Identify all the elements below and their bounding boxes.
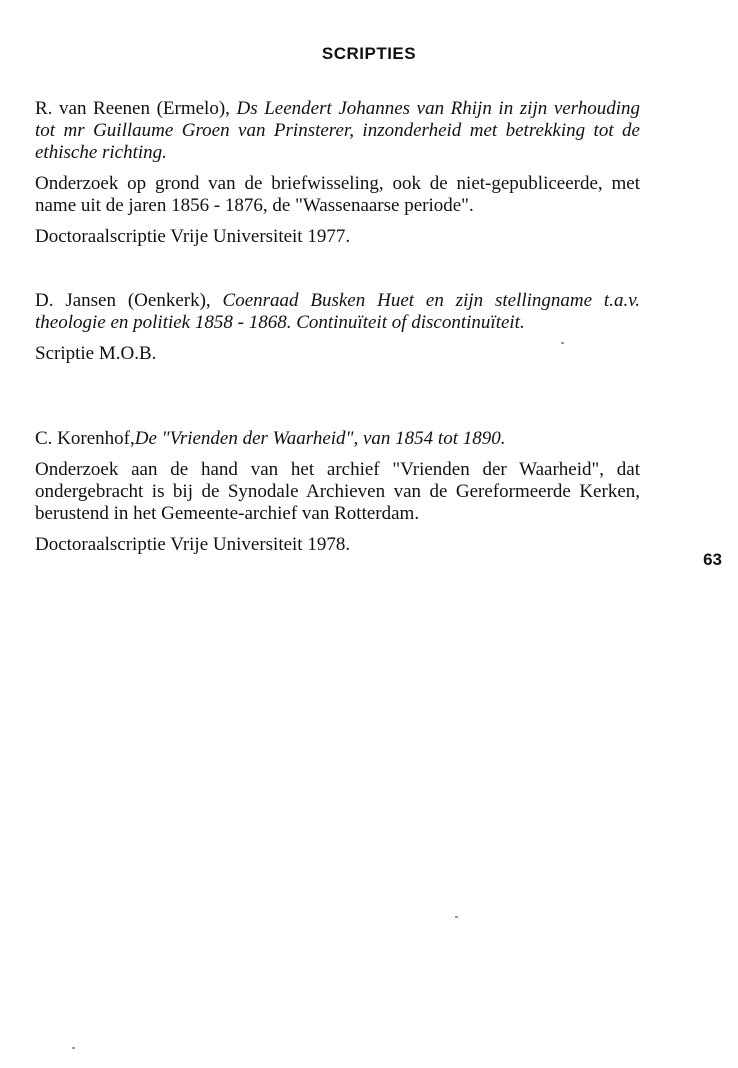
thesis-entry	[35, 428, 640, 565]
entry-citation	[35, 428, 640, 450]
entry-citation	[35, 98, 640, 164]
page-number: 63	[703, 550, 722, 569]
scan-speck	[72, 1047, 75, 1049]
entry-author: C. Korenhof,	[35, 428, 135, 449]
entry-note: Scriptie M.O.B.	[35, 343, 157, 364]
entry-title: Ds Leendert Johannes van Rhijn in zijn verhouding tot mr Guillaume Groen van Prinsterer, inzonderheid met betrekking tot de ethische richting.	[35, 98, 641, 163]
entry-title: De "Vrienden der Waarheid", van 1854 tot 1890.	[134, 428, 506, 449]
entry-note: Doctoraalscriptie Vrije Universiteit 1978.	[35, 534, 351, 555]
entry-note: Doctoraalscriptie Vrije Universiteit 1977.	[35, 226, 351, 247]
thesis-entry	[35, 98, 640, 257]
entry-description: Onderzoek aan de hand van het archief "Vrienden der Waarheid", dat ondergebracht is bij de Synodale Archieven van de Gereformeerde Kerken, berustend in het Gemeente-archief van Rotterdam.	[35, 459, 640, 524]
page-heading: SCRIPTIES	[321, 44, 417, 63]
entry-title: Coenraad Busken Huet en zijn stellingname t.a.v. theologie en politiek 1858 - 1868. Continuïteit of discontinuïteit.	[35, 290, 640, 333]
entry-description: Onderzoek op grond van de briefwisseling, ook de niet-gepubliceerde, met name uit de jaren 1856 - 1876, de "Wassenaarse periode".	[35, 173, 640, 216]
entry-author: D. Jansen (Oenkerk),	[35, 290, 211, 311]
entry-citation	[35, 290, 640, 334]
scan-speck	[561, 342, 564, 344]
scan-speck	[455, 916, 458, 918]
entry-author: R. van Reenen (Ermelo),	[35, 98, 230, 119]
thesis-entry	[35, 290, 640, 374]
